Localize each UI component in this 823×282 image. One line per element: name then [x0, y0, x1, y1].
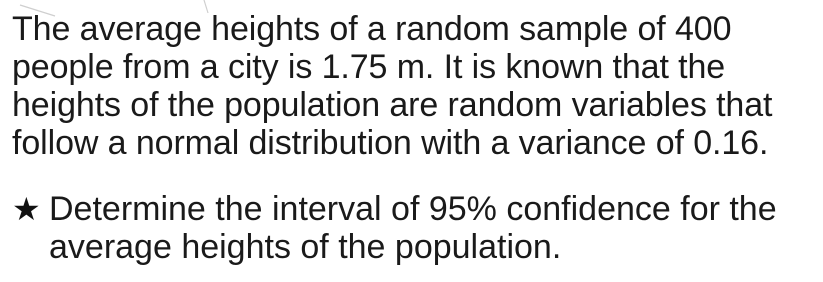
question [12, 190, 817, 266]
question-body [49, 190, 777, 266]
problem-line-1: The average heights of a random sample of 400 [12, 10, 732, 48]
problem-line-4: follow a normal distribution with a variance of 0.16. [12, 124, 769, 162]
star-icon: ★ [12, 190, 41, 228]
problem-statement [12, 10, 817, 162]
question-line-2: average heights of the population. [49, 228, 562, 266]
problem-line-2: people from a city is 1.75 m. It is known that the [12, 48, 726, 86]
problem-line-3: heights of the population are random variables that [12, 86, 773, 124]
question-line-1: Determine the interval of 95% confidence for the [49, 190, 777, 228]
